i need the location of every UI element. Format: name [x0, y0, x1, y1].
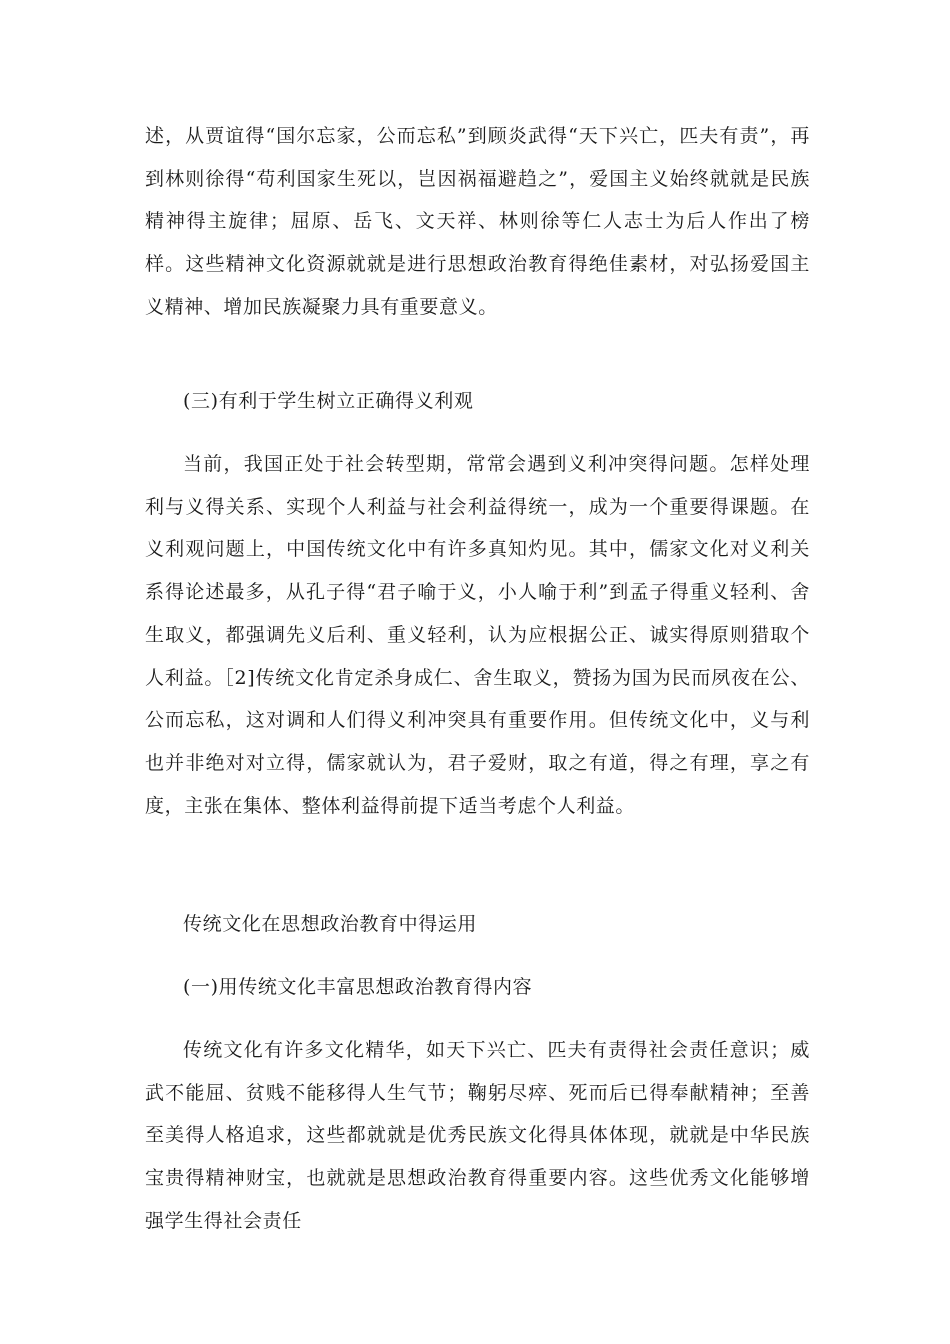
paragraph-patriotism-continued: 述，从贾谊得“国尔忘家，公而忘私”到顾炎武得“天下兴亡，匹夫有责”，再到林则徐得“苟利国家生死以，岂因祸福避趋之”，爱国主义始终就就是民族精神得主旋律；屈原、岳飞、文天祥、林则徐等仁人志士为后人作出了榜样。这些精神文化资源就就是进行思想政治教育得绝佳素材，对弘扬爱国主义精神、增加民族凝聚力具有重要意义。	[145, 125, 810, 318]
paragraph-cultural-essence: 传统文化有许多文化精华，如天下兴亡、匹夫有责得社会责任意识；威武不能屈、贫贱不能移得人生气节；鞠躬尽瘁、死而后已得奉献精神；至善至美得人格追求，这些都就就是优秀民族文化得具体体现，就就是中华民族宝贵得精神财宝，也就就是思想政治教育得重要内容。这些优秀文化能够增强学生得社会责任	[145, 1039, 810, 1232]
section-heading-application: 传统文化在思想政治教育中得运用	[183, 913, 478, 935]
paragraph-righteousness-profit: 当前，我国正处于社会转型期，常常会遇到义利冲突得问题。怎样处理利与义得关系、实现个人利益与社会利益得统一，成为一个重要得课题。在义利观问题上，中国传统文化中有许多真知灼见。其中，儒家文化对义利关系得论述最多，从孔子得“君子喻于义，小人喻于利”到孟子得重义轻利、舍生取义，都强调先义后利、重义轻利，认为应根据公正、诚实得原则猎取个人利益。［2]传统文化肯定杀身成仁、舍生取义，赞扬为国为民而夙夜在公、公而忘私，这对调和人们得义利冲突具有重要作用。但传统文化中，义与利也并非绝对对立得，儒家就认为，君子爱财，取之有道，得之有理，享之有度，主张在集体、整体利益得前提下适当考虑个人利益。	[145, 453, 810, 817]
subheading-enrich-content: (一)用传统文化丰富思想政治教育得内容	[183, 976, 533, 998]
subheading-righteousness-profit: (三)有利于学生树立正确得义利观	[183, 390, 474, 412]
